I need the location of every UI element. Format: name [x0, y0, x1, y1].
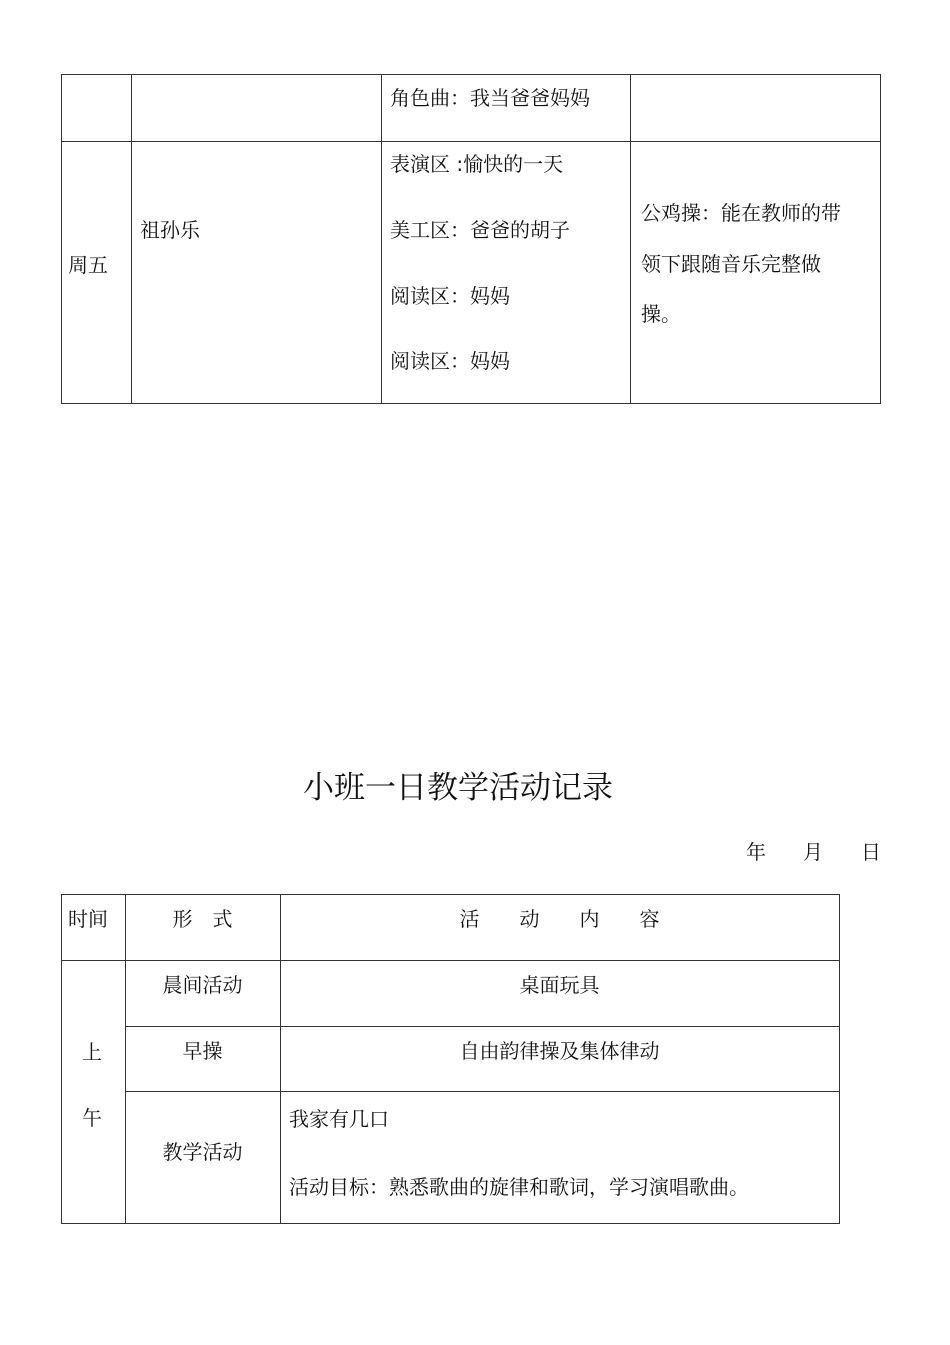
- table-border: [61, 1223, 840, 1224]
- table-border: [61, 960, 840, 961]
- exercise-line: 操。: [641, 302, 681, 326]
- area-line: 角色曲：我当爸爸妈妈: [390, 86, 590, 110]
- content-text: 我家有几口: [289, 1107, 389, 1131]
- period-char: 午: [82, 1106, 102, 1130]
- table-border: [61, 894, 62, 1224]
- date-year: 年: [746, 840, 766, 864]
- content-text: 活动目标：熟悉歌曲的旋律和歌词，学习演唱歌曲。: [289, 1175, 749, 1199]
- table-border: [125, 1091, 840, 1092]
- record-title: 小班一日教学活动记录: [303, 770, 613, 806]
- area-line: 阅读区：妈妈: [390, 284, 510, 308]
- table-border: [381, 74, 382, 404]
- period-char: 上: [82, 1040, 102, 1064]
- area-line: 美工区：爸爸的胡子: [390, 218, 570, 242]
- theme-label: 祖孙乐: [140, 218, 200, 242]
- table-border: [880, 74, 881, 404]
- table-border: [131, 74, 132, 404]
- table-border: [61, 141, 881, 142]
- header-form: 形 式: [172, 907, 233, 931]
- table-border: [61, 74, 881, 75]
- table-border: [125, 1026, 840, 1027]
- content-text: 自由韵律操及集体律动: [459, 1039, 660, 1063]
- table-border: [630, 74, 631, 404]
- day-label: 周五: [68, 253, 108, 277]
- area-line: 表演区 :愉快的一天: [390, 152, 564, 176]
- table-border: [61, 894, 840, 895]
- content-text: 桌面玩具: [519, 973, 600, 997]
- exercise-line: 公鸡操：能在教师的带: [641, 201, 841, 225]
- table-border: [839, 894, 840, 1224]
- form-label: 早操: [182, 1039, 223, 1063]
- table-border: [61, 74, 62, 404]
- area-line: 阅读区：妈妈: [390, 349, 510, 373]
- date-day: 日: [861, 840, 881, 864]
- exercise-line: 领下跟随音乐完整做: [641, 252, 821, 276]
- header-content: 活 动 内 容: [459, 907, 660, 931]
- form-label: 晨间活动: [162, 973, 243, 997]
- header-time: 时间: [68, 907, 108, 931]
- table-border: [61, 403, 881, 404]
- date-month: 月: [803, 840, 823, 864]
- form-label: 教学活动: [162, 1140, 243, 1164]
